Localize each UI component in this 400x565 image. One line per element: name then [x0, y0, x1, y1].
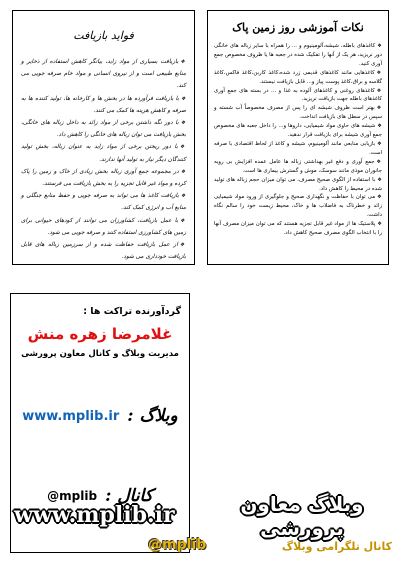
weblog-row [19, 406, 181, 426]
list-item: ❖بازیافت بسیاری از مواد زاید، بیانگر کاهش استفاده از ذخایر و منابع طبیعی است و از نیروی انسانی و مواد خام صرفه جویی می کند. [21, 59, 186, 90]
list-item: ❖شیشه های حاوی مواد شیمیایی، داروها و... را داخل جعبه های مخصوص جمع آوری شیشه برای بازیافت قرار ندهید. [214, 123, 382, 139]
bullet-icon: ❖ [376, 105, 382, 112]
bullet-icon: ❖ [377, 43, 383, 49]
bullet-icon: ❖ [180, 168, 186, 175]
bullet-icon: ❖ [180, 120, 186, 127]
footer-channel-handle[interactable]: @mplib [148, 537, 207, 553]
recycling-benefits-list [21, 56, 186, 263]
list-item: ❖با استفاده از الگوی صحیح مصرف، می توان میزان حجم زباله های تولید شده در محیط را کاهش داد. [214, 176, 383, 192]
weblog-label: وبلاگ : [127, 406, 178, 426]
credits-heading: گردآورنده تراکت ها : [83, 306, 181, 317]
bullet-icon: ❖ [377, 194, 382, 201]
list-item: ❖از عمل بازیافت حفاظت شده و از سرزمین زباله های قابل بازیافت خودداری می شود. [21, 242, 187, 261]
list-item: ❖کاغذهای روغنی و کاغذهای آلوده به غذا و ... در بسته های جمع آوری کاغذهای باطله جهت بازیافت نریزید. [214, 87, 383, 103]
bullet-icon: ❖ [180, 193, 187, 200]
bullet-icon: ❖ [377, 140, 382, 147]
list-item: ❖کاغذهای باطله، شیشه،آلومینیوم و ... را همراه با سایر زباله های خانگی دور نریزید، هر یک از آنها را تفکیک شده در جعبه ها یا ظروف مخصوص جمع آوری کنید. [214, 43, 383, 67]
list-item: ❖می توان با حفاظت و نگهداری صحیح و جلوگیری از ورود مواد شیمیایی زائد و خطرناک به فاضلاب ها و خاک، محیط زیست خود را سالم نگاه داشت. [214, 194, 382, 219]
earth-day-tips-list [214, 42, 382, 238]
bullet-icon: ❖ [377, 176, 383, 183]
bullet-icon: ❖ [377, 221, 382, 228]
list-item: ❖با عمل بازیافت، کشاورزان می توانند از کودهای حیوانی برای زمین های کشاورزی استفاده کنند و صرفه جویی می شود. [21, 217, 187, 236]
recycling-benefits-title: فواید بازیافت [73, 29, 134, 42]
list-item: ❖بهتر است ظروف شیشه ای را پس از مصرف مخصوصاً آب شسته و سپس در سطل های بازیافت انداخت. [214, 105, 382, 121]
list-item: ❖در مجموعه جمع آوری زباله بخش زیادی از خاک و زمین را پاک کرده و مواد غیر قابل تجزیه را به بخش بازیافت می فرستند. [21, 168, 186, 188]
bullet-icon: ❖ [376, 158, 382, 165]
author-name: غلامرضا زهره منش [27, 325, 173, 343]
list-item: ❖با دور ریختن برخی از مواد زاید به عنوان زباله، بخش تولید کنندگان دیگر نیاز به تولید آنها ندارند. [21, 144, 186, 163]
footer-url-link[interactable]: www.mplib.ir [14, 502, 175, 528]
list-item: ❖بازیابی منابعی مانند آلومینیوم، شیشه و کاغذ از لحاظ اقتصادی با صرفه است. [214, 140, 382, 156]
bullet-icon: ❖ [376, 69, 382, 76]
channel-label: کانال : [105, 486, 153, 506]
bullet-icon: ❖ [376, 87, 383, 94]
bullet-icon: ❖ [180, 59, 186, 65]
bullet-icon: ❖ [180, 217, 187, 224]
list-item: ❖با دور نگه داشتن برخی از مواد زائد به داخل زباله های خانگی، بخش بازیافت می توان زباله های خانگی را کاهش داد. [21, 120, 186, 139]
weblog-link[interactable]: www.mplib.ir [22, 408, 120, 424]
earth-day-tips-title: نکات آموزشی روز زمین پاک [232, 21, 364, 34]
footer-channel-text: کانال تلگرامی وبلاگ [281, 540, 392, 553]
list-item: ❖پلاستیک ها از مواد غیر قابل تجزیه هستند که می توان میزان مصرف آنها را با انتخاب الگوی مصرف صحیح کاهش داد. [214, 221, 382, 237]
bullet-icon: ❖ [179, 242, 187, 249]
list-item: ❖با بازیافت فرآورده ها در بخش ها و کارخانه ها، تولید کننده ها به صرفه و کاهش هزینه ها کمک می کنند. [21, 95, 186, 114]
author-role: مدیریت وبلاگ و کانال معاون پرورشی [21, 349, 179, 359]
bullet-icon: ❖ [179, 144, 186, 151]
list-item: ❖کاغذهایی مانند کاغذهای قدیمی زرد شده،کاغذ کاربن،کاغذ فاکس،کاغذ گلاسه و براق،کاغذ پوست پیاز و... قابل بازیافت نیستند. [214, 69, 382, 85]
channel-handle[interactable]: @mplib [47, 489, 98, 503]
bullet-icon: ❖ [377, 123, 382, 130]
bullet-icon: ❖ [181, 95, 186, 102]
earth-day-tips-panel [207, 10, 389, 265]
footer-weblog-title: وبلاگ معاون پرورشی [240, 492, 364, 540]
list-item: ❖جمع آوری و دفع غیر بهداشتی زباله ها عامل عمده افزایش بی رویه جانوران موذی مانند سوسک، موش و گسترش بیماری ها است. [214, 158, 382, 174]
list-item: ❖بازیافت کاغذ ها می تواند به صرفه جویی و حفظ منابع جنگلی و منابع آب و انرژی کمک کند. [21, 193, 187, 212]
recycling-benefits-panel [12, 10, 195, 265]
